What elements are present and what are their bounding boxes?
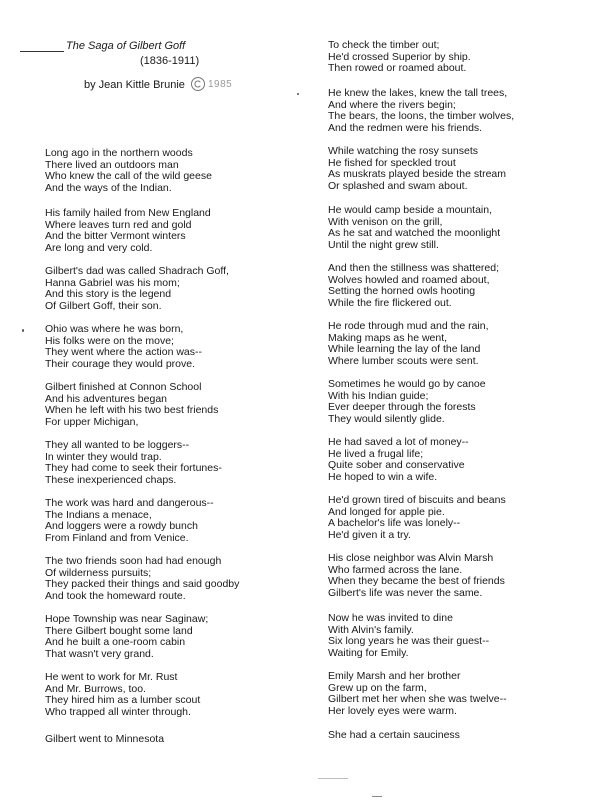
poem-line: There Gilbert bought some land: [45, 624, 193, 637]
poem-line: He'd crossed Superior by ship.: [328, 50, 471, 63]
poem-line: A bachelor's life was lonely--: [328, 517, 461, 530]
poem-line: Gilbert finished at Connon School: [45, 381, 202, 393]
poem-line: With venison on the grill,: [328, 215, 443, 228]
stanza: [45, 440, 222, 486]
stanza: [328, 730, 460, 742]
poem-line: And Mr. Burrows, too.: [45, 682, 146, 695]
scan-smudge: [318, 778, 348, 779]
poem-line: While learning the lay of the land: [328, 343, 481, 356]
poem-line: The bears, the loons, the timber wolves,: [328, 110, 515, 123]
stanza: [328, 321, 489, 367]
handwritten-year: 1985: [208, 79, 233, 90]
poem-line: He'd given it a try.: [328, 528, 411, 541]
poem-line: Where leaves turn red and gold: [45, 218, 192, 231]
poem-line: When they became the best of friends: [328, 575, 505, 588]
poem-line: The two friends soon had had enough: [45, 555, 222, 567]
poem-line: For upper Michigan,: [45, 415, 139, 428]
poem-line: Making maps as he went,: [328, 331, 448, 344]
poem-line: Hope Township was near Saginaw;: [45, 613, 209, 625]
poem-line: That wasn't very grand.: [45, 647, 154, 660]
stanza: [328, 146, 506, 192]
stanza: [45, 382, 218, 428]
poem-line: And loggers were a rowdy bunch: [45, 520, 198, 533]
poem-line: Who trapped all winter through.: [45, 705, 191, 718]
poem-line: While watching the rosy sunsets: [328, 145, 478, 157]
poem-line: Now he was invited to dine: [328, 612, 453, 624]
poem-line: He had saved a lot of money--: [328, 436, 469, 448]
poem-line: She had a certain sauciness: [328, 729, 460, 741]
poem-line: Their courage they would prove.: [45, 357, 195, 370]
poem-line: He knew the lakes, knew the tall trees,: [328, 87, 508, 99]
poem-line: And then the stillness was shattered;: [328, 262, 500, 274]
poem-line: He rode through mud and the rain,: [328, 320, 489, 332]
stanza: [45, 556, 239, 602]
poem-line: Wolves howled and roamed about,: [328, 273, 490, 286]
poem-line: And the ways of the Indian.: [45, 181, 172, 194]
stanza: [45, 324, 202, 370]
poem-line: Are long and very cold.: [45, 241, 153, 254]
poem-line: Ever deeper through the forests: [328, 401, 476, 414]
poem-line: And he built a one-room cabin: [45, 636, 186, 649]
stanza: [45, 208, 211, 254]
stanza: [328, 671, 507, 717]
poem-line: Gilbert went to Minnesota: [45, 733, 165, 745]
poem-line: Her lovely eyes were warm.: [328, 704, 457, 717]
stanza: [45, 614, 208, 660]
poem-line: Gilbert met her when she was twelve--: [328, 693, 507, 706]
stanza: [328, 40, 471, 75]
poem-line: His folks were on the move;: [45, 334, 174, 347]
poem-line: As muskrats played beside the stream: [328, 168, 506, 181]
poem-line: Setting the horned owls hooting: [328, 285, 476, 298]
poem-line: Grew up on the farm,: [328, 681, 427, 694]
stanza: [328, 495, 506, 541]
poem-line: Who farmed across the lane.: [328, 563, 463, 576]
title-underline: [20, 51, 64, 52]
stanza: [328, 379, 486, 425]
poem-line: These inexperienced chaps.: [45, 473, 177, 486]
poem-line: Quite sober and conservative: [328, 459, 465, 472]
stanza: [45, 498, 214, 544]
poem-line: In winter they would trap.: [45, 450, 162, 463]
poem-line: Of wilderness pursuits;: [45, 566, 152, 579]
poem-line: The work was hard and dangerous--: [45, 497, 214, 509]
poem-line: He fished for speckled trout: [328, 156, 456, 169]
stanza: [45, 734, 164, 746]
poem-dates: (1836-1911): [140, 55, 200, 67]
scan-speck: [22, 329, 24, 332]
poem-line: They hired him as a lumber scout: [45, 694, 201, 707]
copyright-icon: [190, 76, 206, 92]
poem-line: And longed for apple pie.: [328, 505, 445, 518]
poem-line: They packed their things and said goodby: [45, 578, 240, 591]
poem-line: Of Gilbert Goff, their son.: [45, 299, 162, 312]
poem-line: With his Indian guide;: [328, 389, 429, 402]
poem-line: Sometimes he would go by canoe: [328, 378, 486, 390]
poem-line: And the redmen were his friends.: [328, 121, 483, 134]
stanza: [328, 613, 489, 659]
poem-line: And this story is the legend: [45, 288, 172, 301]
poem-line: Gilbert's life was never the same.: [328, 586, 483, 599]
stanza: [45, 266, 229, 312]
poem-line: And his adventures began: [45, 392, 168, 405]
poem-line: Or splashed and swam about.: [328, 179, 468, 192]
stanza: [45, 148, 212, 194]
poem-line: He would camp beside a mountain,: [328, 204, 493, 216]
poem-line: Gilbert's dad was called Shadrach Goff,: [45, 265, 229, 277]
poem-line: He'd grown tired of biscuits and beans: [328, 494, 506, 506]
stanza: [328, 437, 469, 483]
poem-line: Waiting for Emily.: [328, 646, 409, 659]
poem-line: They had come to seek their fortunes-: [45, 462, 222, 475]
poem-line: His family hailed from New England: [45, 207, 211, 219]
poem-line: While the fire flickered out.: [328, 296, 452, 309]
poem-line: Ohio was where he was born,: [45, 323, 184, 335]
poem-line: Then rowed or roamed about.: [328, 62, 467, 75]
poem-line: And the bitter Vermont winters: [45, 230, 186, 243]
poem-line: He went to work for Mr. Rust: [45, 671, 178, 683]
poem-line: Emily Marsh and her brother: [328, 670, 461, 682]
poem-line: Long ago in the northern woods: [45, 147, 193, 159]
stanza: [328, 553, 505, 599]
poem-line: Until the night grew still.: [328, 238, 439, 251]
poem-line: His close neighbor was Alvin Marsh: [328, 552, 494, 564]
poem-line: With Alvin's family.: [328, 623, 414, 636]
poem-line: When he left with his two best friends: [45, 404, 219, 417]
poem-line: They went where the action was--: [45, 346, 202, 359]
stanza: [328, 263, 499, 309]
poem-line: Six long years he was their guest--: [328, 635, 490, 648]
poem-line: And where the rivers begin;: [328, 98, 456, 111]
poem-line: As he sat and watched the moonlight: [328, 227, 501, 240]
poem-line: They would silently glide.: [328, 412, 445, 425]
poem-line: Hanna Gabriel was his mom;: [45, 276, 180, 289]
poem-author: by Jean Kittle Brunie: [84, 79, 185, 91]
poem-line: Who knew the call of the wild geese: [45, 170, 212, 183]
poem-line: He hoped to win a wife.: [328, 470, 438, 483]
poem-line: They all wanted to be loggers--: [45, 439, 190, 451]
poem-line: And took the homeward route.: [45, 589, 186, 602]
poem-line: Where lumber scouts were sent.: [328, 354, 479, 367]
poem-line: From Finland and from Venice.: [45, 531, 189, 544]
poem-line: There lived an outdoors man: [45, 158, 179, 171]
stanza: [328, 205, 500, 251]
scan-smudge: [372, 796, 382, 797]
stanza: [328, 88, 514, 134]
stanza: [45, 672, 200, 718]
poem-title: The Saga of Gilbert Goff: [66, 40, 186, 52]
poem-line: He lived a frugal life;: [328, 447, 424, 460]
scan-speck: [297, 93, 299, 95]
poem-line: The Indians a menace,: [45, 508, 152, 521]
poem-line: To check the timber out;: [328, 39, 440, 51]
